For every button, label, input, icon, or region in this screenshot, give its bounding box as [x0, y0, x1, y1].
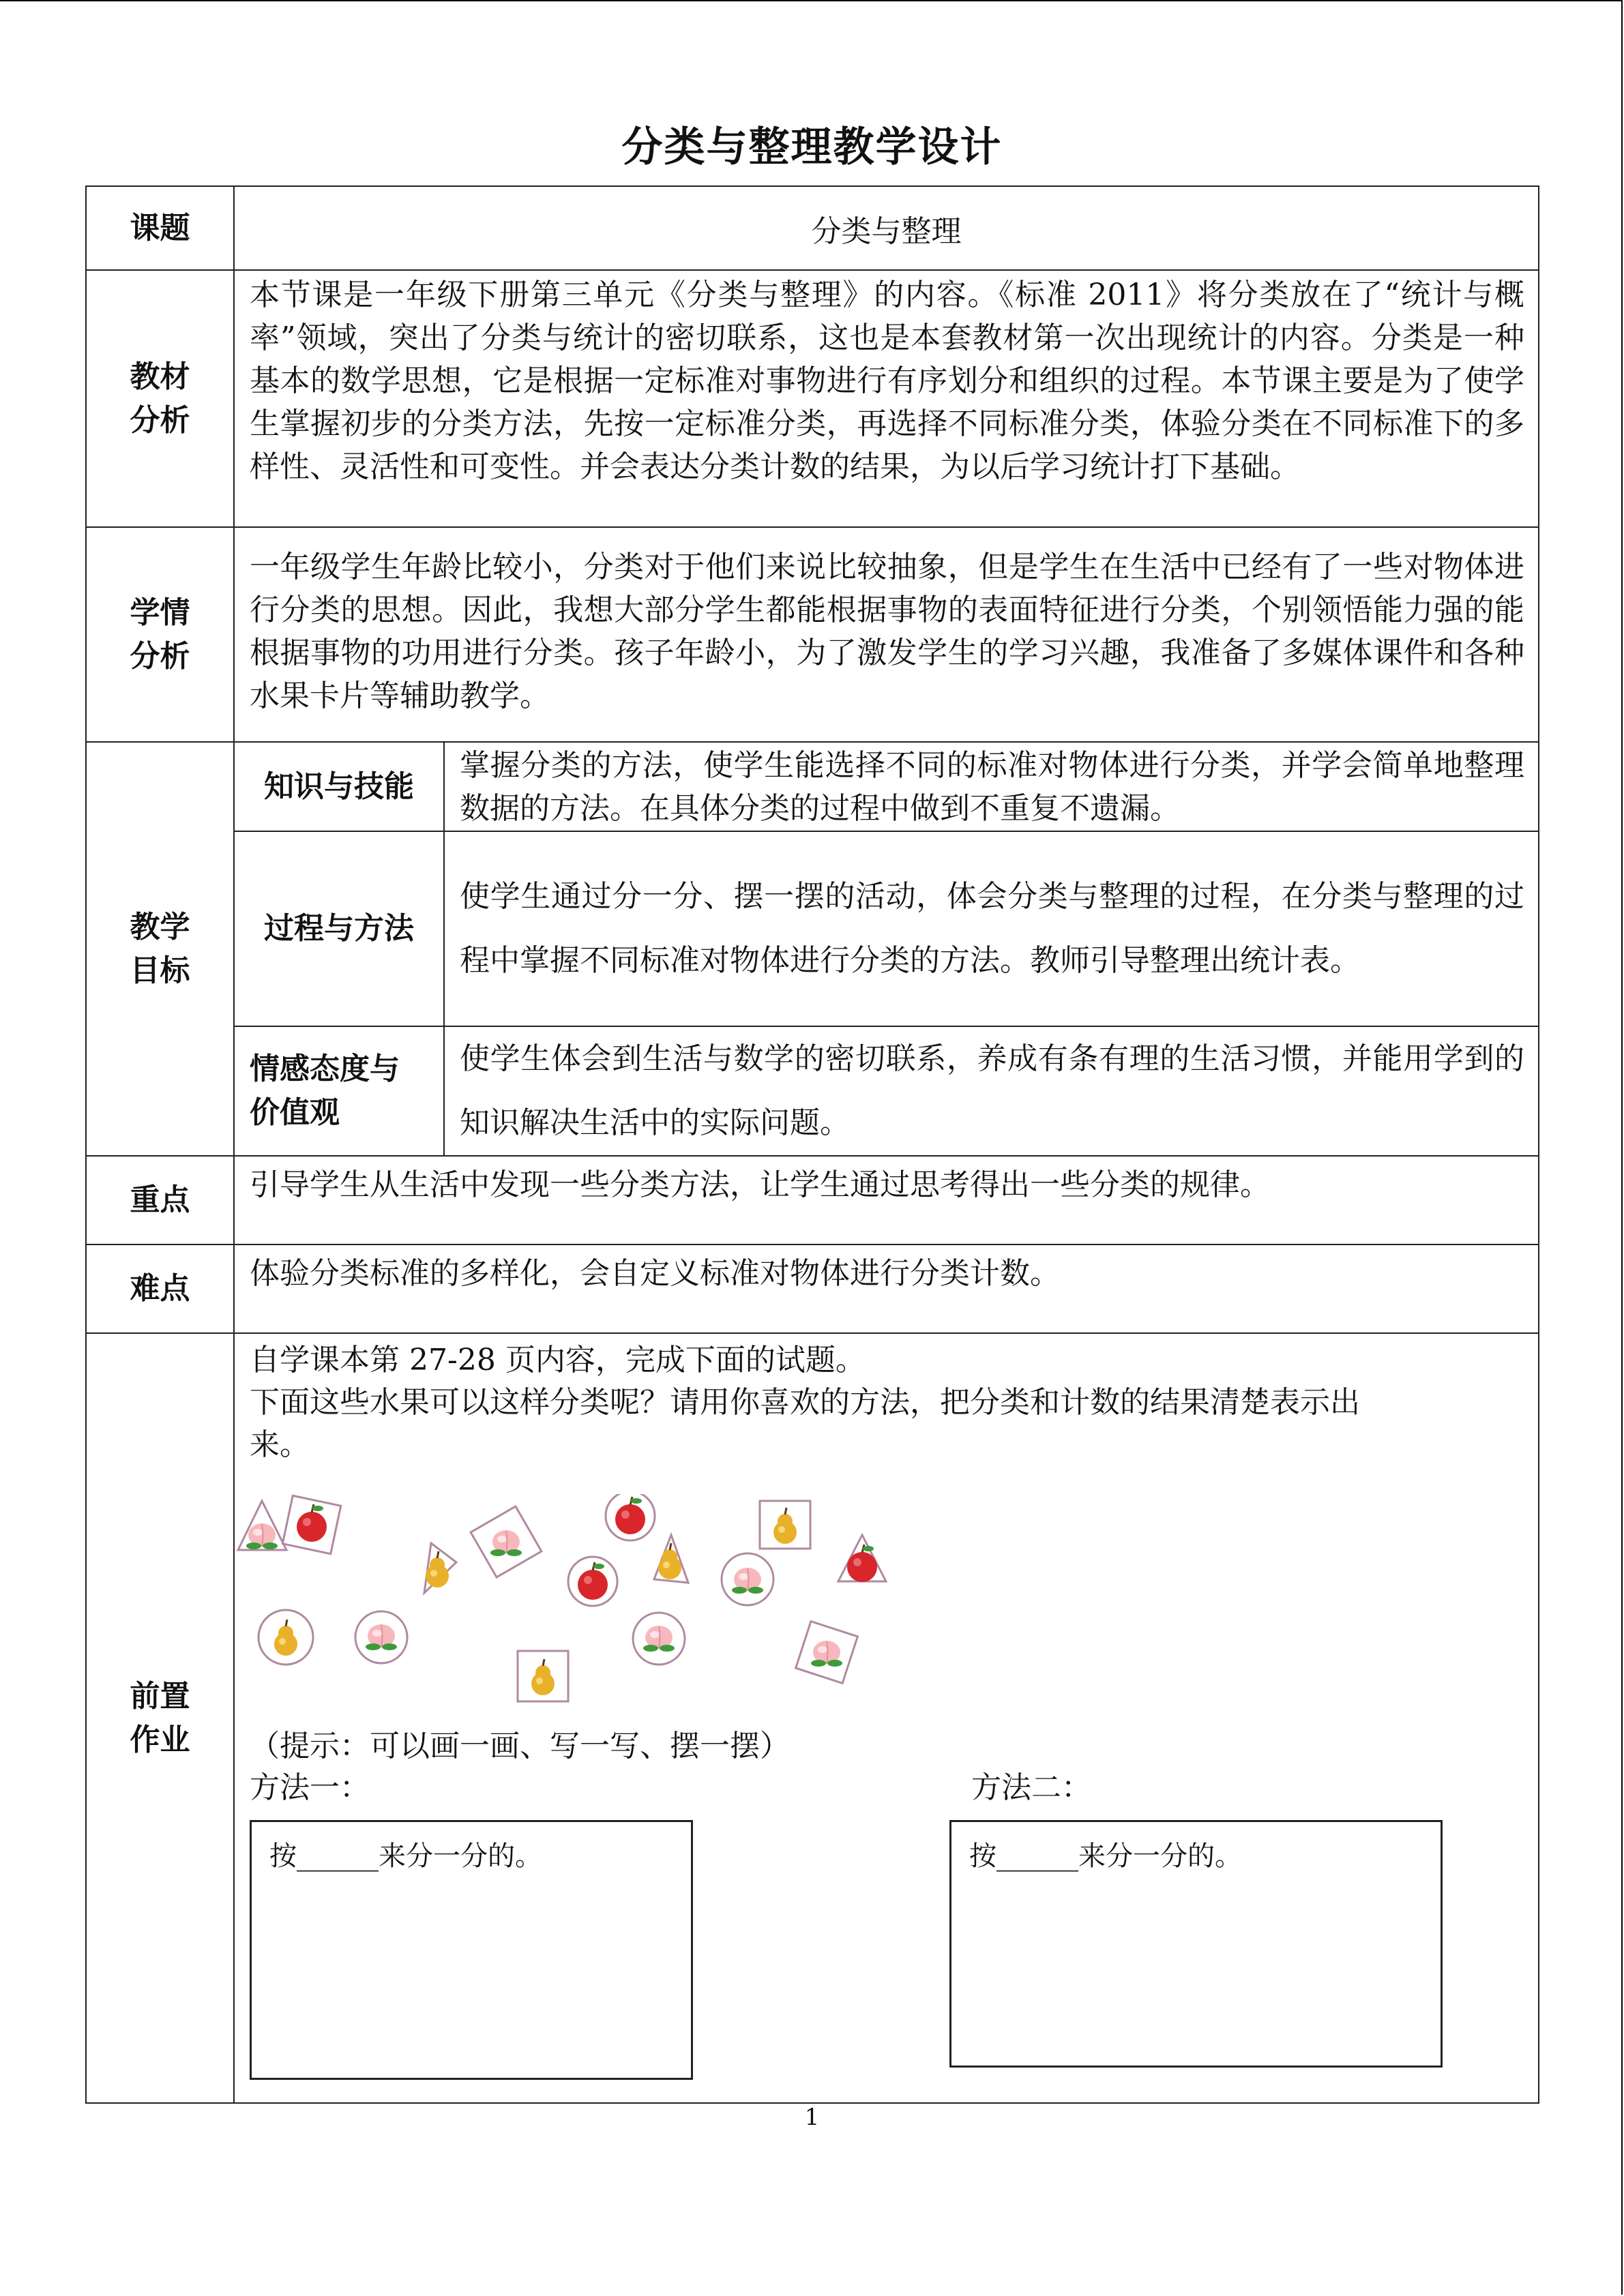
row-student-analysis — [86, 527, 1539, 742]
difficult-point-label: 难点 — [86, 1244, 234, 1333]
teaching-goals-table — [235, 743, 1538, 1155]
pre-homework-cell — [234, 1333, 1539, 2103]
fruit-cards-figure — [235, 1494, 917, 1712]
material-analysis-text: 本节课是一年级下册第三单元《分类与整理》的内容。《标准 2011》将分类放在了“统计与概率”领域，突出了分类与统计的密切联系，这也是本套教材第一次出现统计的内容。分类是一种基本的数学思想，它是根据一定标准对事物进行有序划分和组织的过程。本节课主要是为了使学生掌握初步的分类方法，先按一定标准分类，再选择不同标准分类，体验分类在不同标准下的多样性、灵活性和可变性。并会表达分类计数的结果，为以后学习统计打下基础。 — [234, 270, 1539, 527]
method-two-prompt: 按______来分一分的。 — [969, 1840, 1242, 1872]
row-key-point — [86, 1156, 1539, 1244]
fruit-card — [760, 1501, 810, 1549]
homework-hint: （提示：可以画一画、写一写、摆一摆） — [250, 1729, 790, 1763]
fruit-card — [796, 1622, 858, 1684]
fruit-card — [568, 1557, 617, 1606]
teaching-goals-label: 教学 目标 — [86, 742, 234, 1156]
fruit-card — [633, 1613, 685, 1665]
pre-homework-label: 前置 作业 — [86, 1333, 234, 2103]
method-one-answer-box[interactable] — [250, 1820, 693, 2080]
fruit-card — [838, 1535, 886, 1582]
key-point-text: 引导学生从生活中发现一些分类方法，让学生通过思考得出一些分类的规律。 — [234, 1156, 1539, 1244]
fruit-card — [282, 1495, 340, 1553]
fruit-card — [606, 1494, 655, 1540]
fruit-card — [238, 1501, 286, 1550]
key-point-label: 重点 — [86, 1156, 234, 1244]
page-number: 1 — [804, 2104, 820, 2131]
material-analysis-label: 教材 分析 — [86, 270, 234, 527]
row-teaching-goals — [86, 742, 1539, 1156]
goal-row — [235, 1026, 1538, 1155]
homework-instruction: 自学课本第 27-28 页内容，完成下面的试题。 — [250, 1343, 866, 1377]
teaching-goals-cell — [234, 742, 1539, 1156]
row-difficult-point — [86, 1244, 1539, 1333]
difficult-point-text: 体验分类标准的多样化，会自定义标准对物体进行分类计数。 — [234, 1244, 1539, 1333]
fruit-card — [471, 1506, 542, 1577]
goal-text: 使学生通过分一分、摆一摆的活动，体会分类与整理的过程，在分类与整理的过程中掌握不同标准对物体进行分类的方法。教师引导整理出统计表。 — [444, 831, 1538, 1026]
student-analysis-text: 一年级学生年龄比较小，分类对于他们来说比较抽象，但是学生在生活中已经有了一些对物体进行分类的思想。因此，我想大部分学生都能根据事物的表面特征进行分类，个别领悟能力强的能根据事物的功用进行分类。孩子年龄小，为了激发学生的学习兴趣，我准备了多媒体课件和各种水果卡片等辅助教学。 — [234, 527, 1539, 742]
goal-text: 使学生体会到生活与数学的密切联系，养成有条有理的生活习惯，并能用学到的知识解决生活中的实际问题。 — [460, 1041, 1524, 1140]
method-two-label: 方法二： — [971, 1770, 1091, 1805]
fruit-card — [355, 1611, 407, 1663]
homework-question-end: 来。 — [250, 1427, 310, 1462]
topic-label: 课题 — [86, 186, 234, 270]
method-one-prompt: 按______来分一分的。 — [269, 1840, 542, 1872]
homework-question: 下面这些水果可以这样分类呢？请用你喜欢的方法，把分类和计数的结果清楚表示出 — [250, 1385, 1360, 1420]
method-one-label: 方法一： — [250, 1770, 370, 1805]
row-topic — [86, 186, 1539, 270]
pre-homework-content — [235, 1334, 1538, 2102]
goal-row — [235, 831, 1538, 1026]
fruit-card — [424, 1543, 456, 1593]
lesson-plan-table — [85, 185, 1539, 2104]
goal-name: 情感态度与 价值观 — [235, 1026, 444, 1155]
page-title: 分类与整理教学设计 — [621, 123, 1003, 171]
goal-name: 知识与技能 — [235, 743, 444, 831]
goal-name: 过程与方法 — [235, 831, 444, 1026]
topic-value: 分类与整理 — [234, 186, 1539, 270]
fruit-card — [722, 1553, 773, 1605]
fruit-card — [518, 1651, 568, 1701]
row-pre-homework — [86, 1333, 1539, 2103]
fruit-card — [259, 1610, 313, 1665]
goal-text: 掌握分类的方法，使学生能选择不同的标准对物体进行分类，并学会简单地整理数据的方法。在具体分类的过程中做到不重复不遗漏。 — [444, 743, 1538, 831]
goal-row — [235, 743, 1538, 831]
fruit-card — [654, 1535, 688, 1583]
method-two-answer-box[interactable] — [949, 1820, 1443, 2068]
row-material-analysis — [86, 270, 1539, 527]
student-analysis-label: 学情 分析 — [86, 527, 234, 742]
